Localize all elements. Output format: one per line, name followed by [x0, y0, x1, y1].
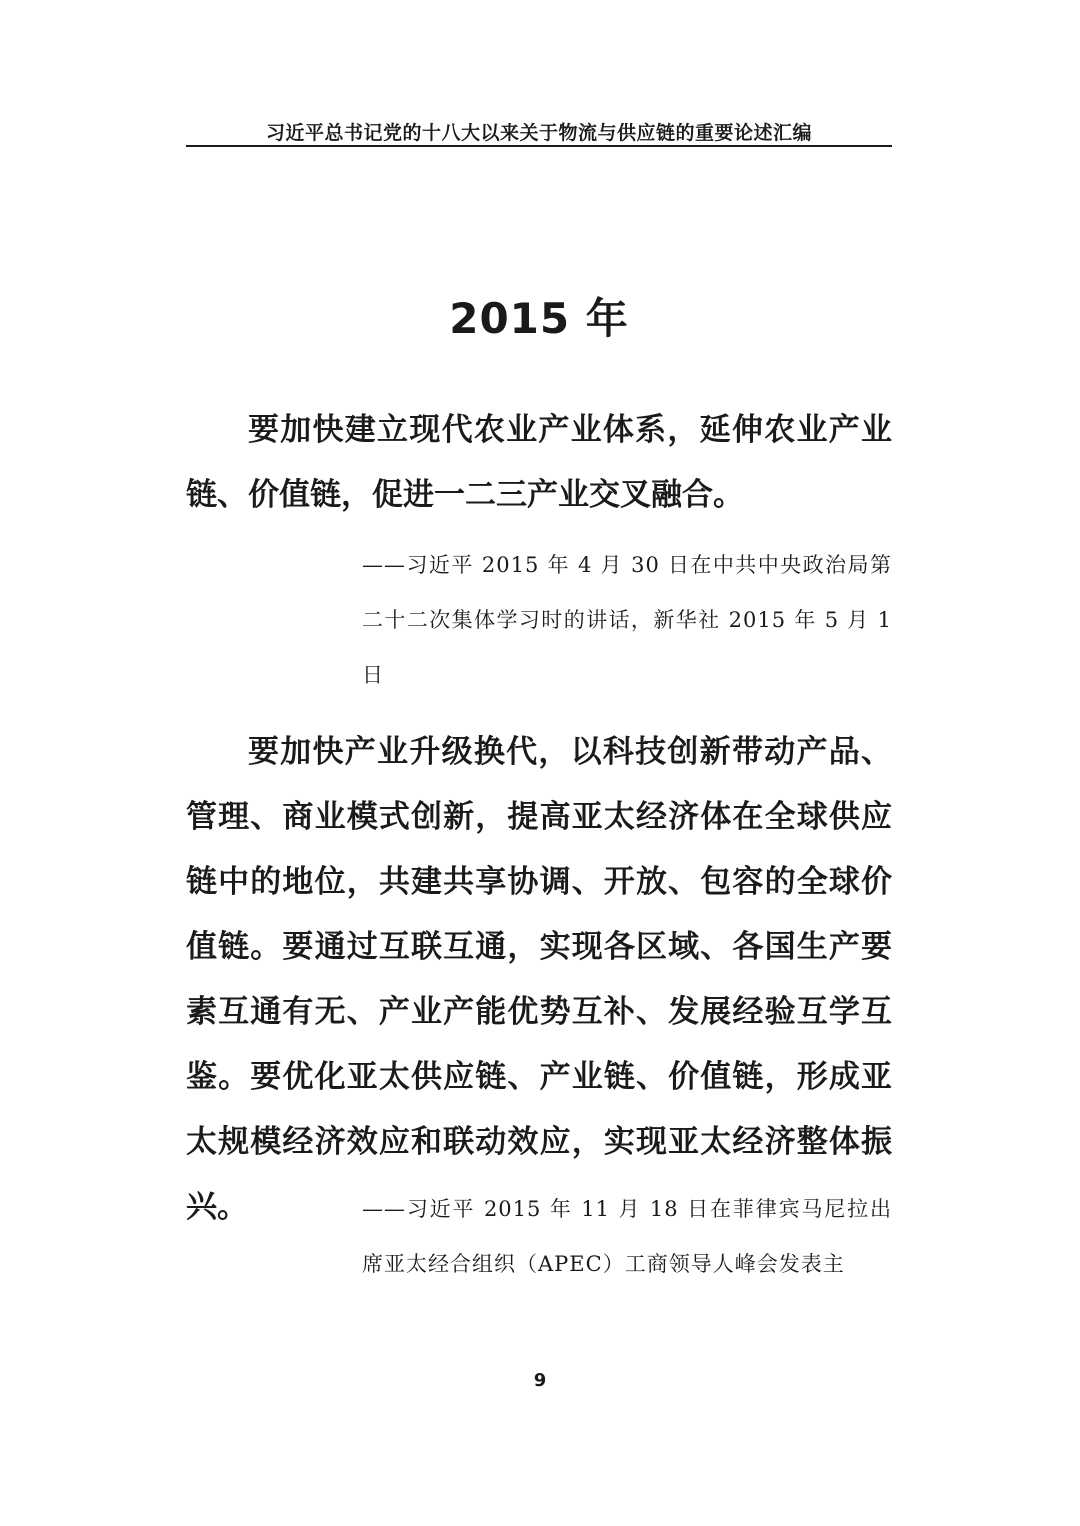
quote-source: ——习近平 2015 年 4 月 30 日在中共中央政治局第二十二次集体学习时的讲话，新华社 2015 年 5 月 1 日: [362, 553, 892, 687]
quote-source: ——习近平 2015 年 11 月 18 日在菲律宾马尼拉出席亚太经合组织（APEC）工商领导人峰会发表主: [362, 1197, 892, 1276]
page-number: 9: [533, 1370, 547, 1391]
running-header: 习近平总书记党的十八大以来关于物流与供应链的重要论述汇编: [265, 122, 812, 144]
section-year-title: 2015 年: [449, 294, 629, 343]
header-divider: [186, 145, 892, 147]
quote-paragraph: 要加快建立现代农业产业体系，延伸农业产业链、价值链，促进一二三产业交叉融合。: [186, 412, 892, 513]
quote-paragraph: 要加快产业升级换代，以科技创新带动产品、管理、商业模式创新，提高亚太经济体在全球供应链中的地位，共建共享协调、开放、包容的全球价值链。要通过互联互通，实现各区域、各国生产要素互通有无、产业产能优势互补、发展经验互学互鉴。要优化亚太供应链、产业链、价值链，形成亚太规模经济效应和联动效应，实现亚太经济整体振兴。: [186, 734, 892, 1225]
